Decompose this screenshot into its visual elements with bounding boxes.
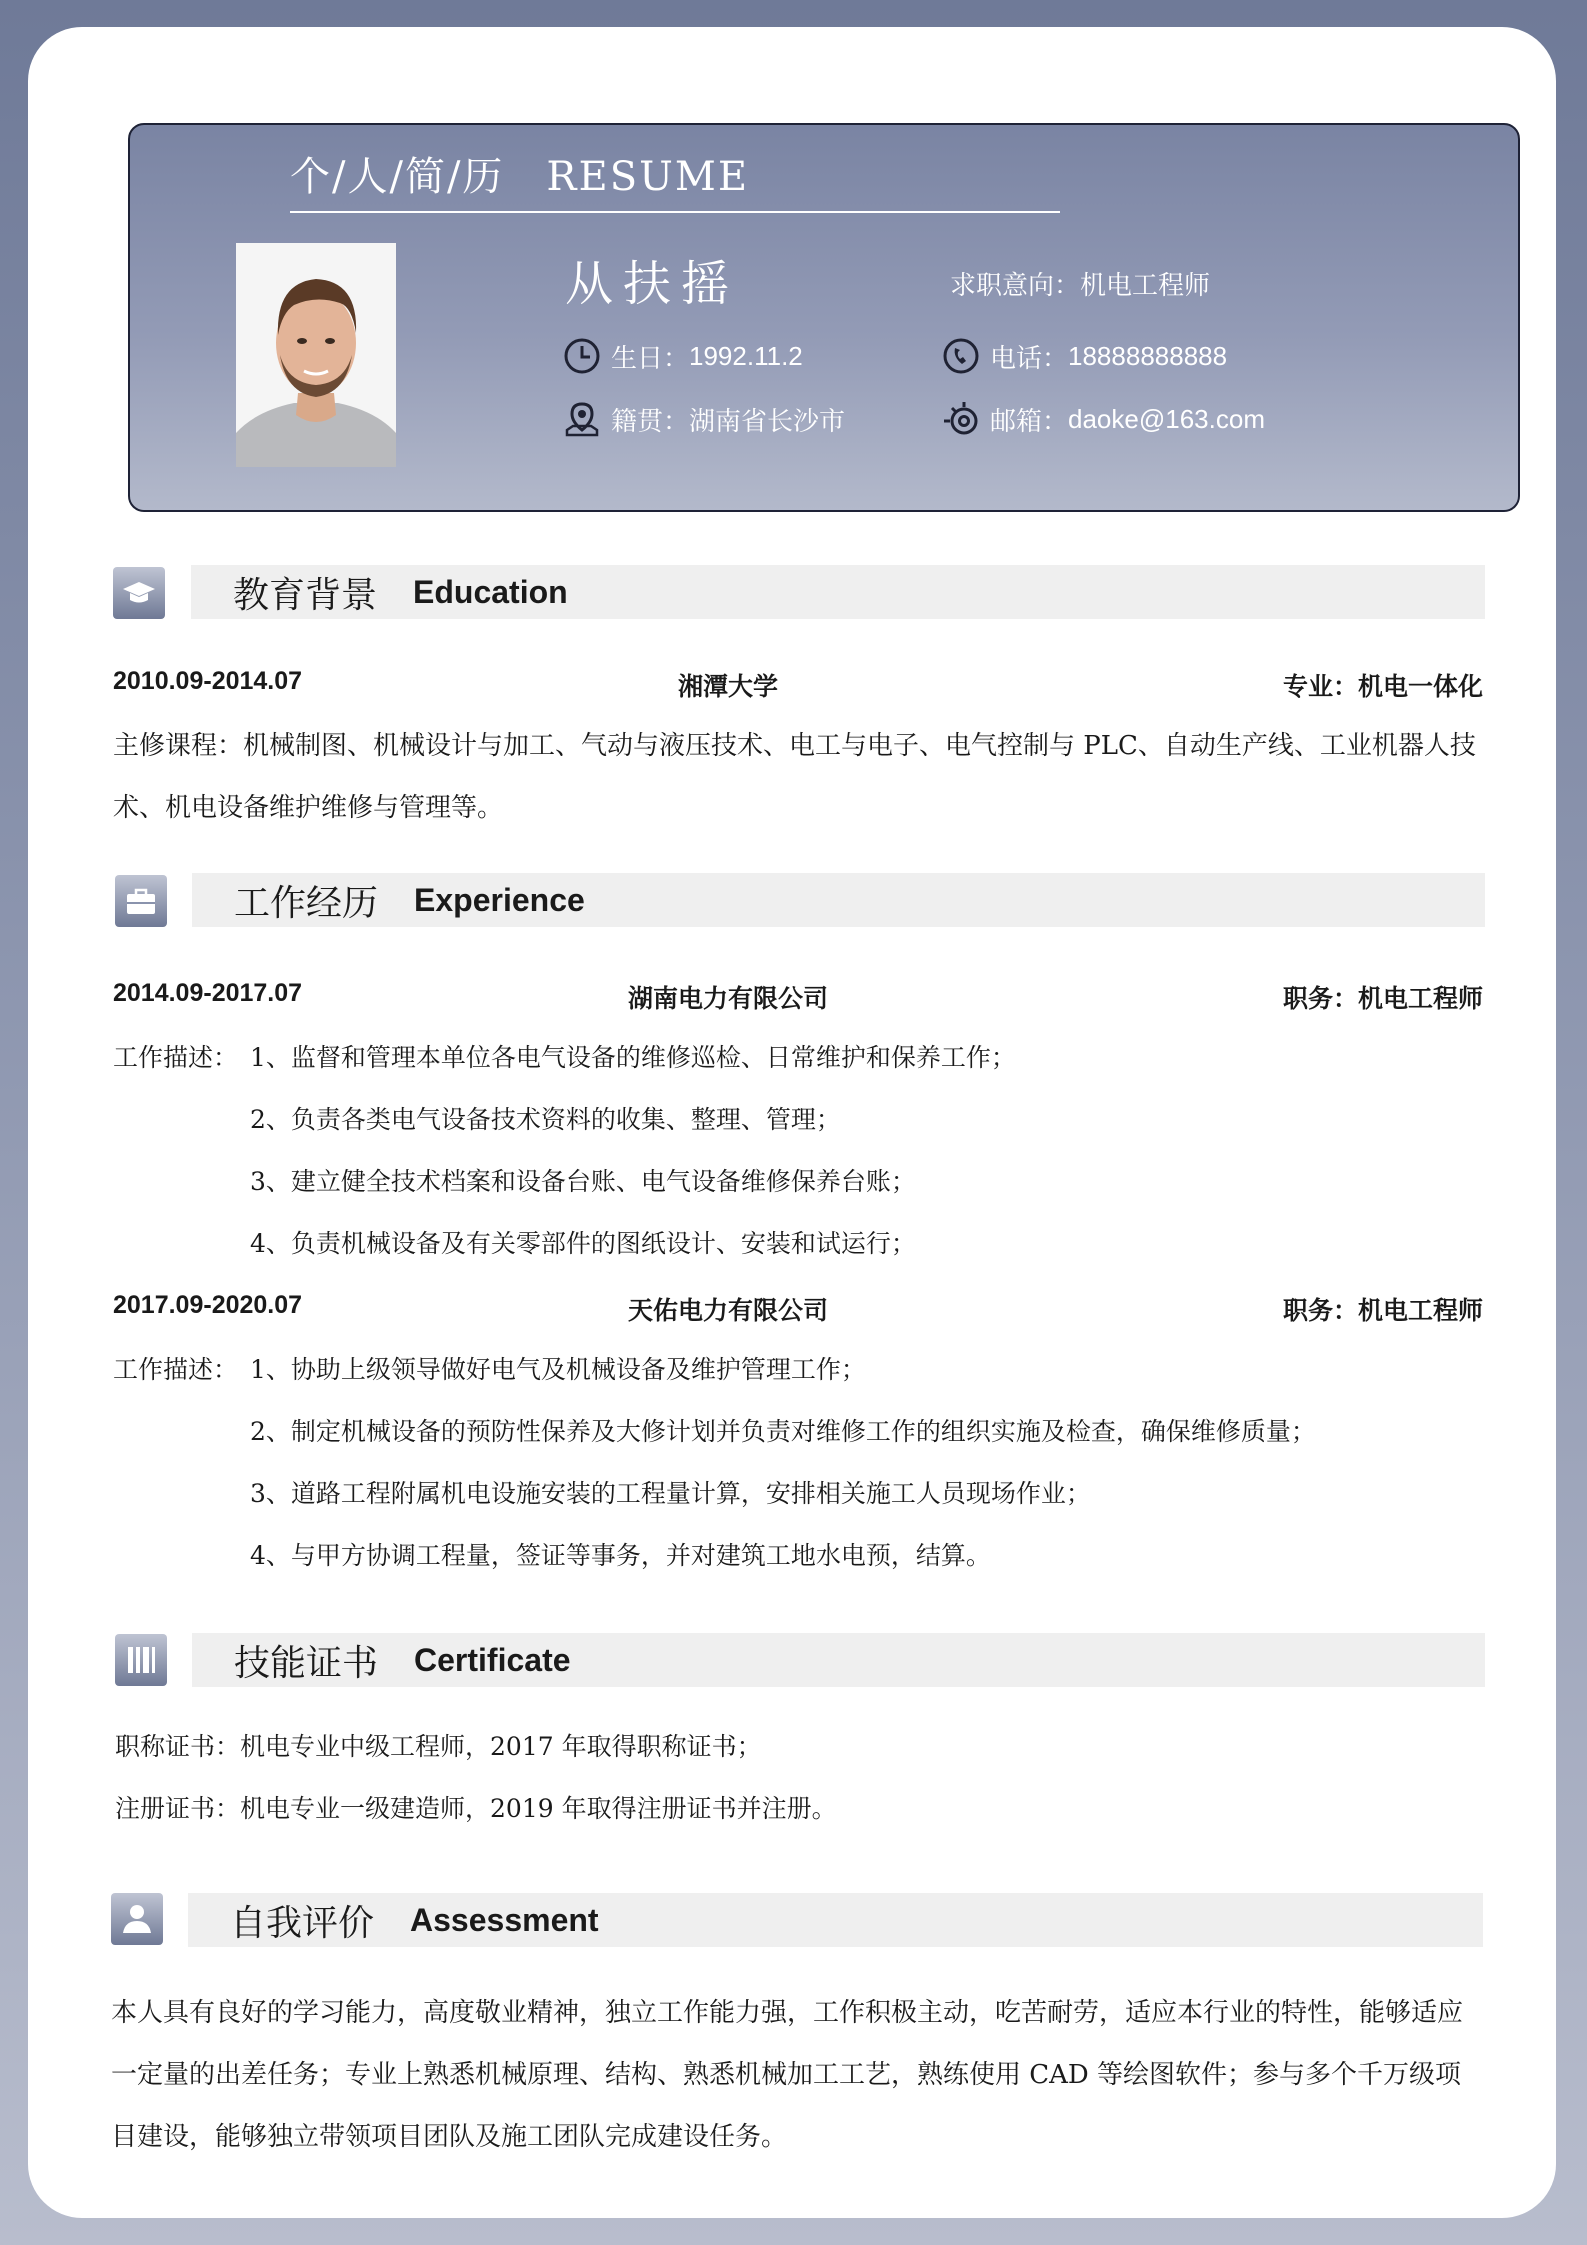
certificate-title-en: Certificate <box>414 1641 571 1678</box>
objective-value: 机电工程师 <box>1080 271 1211 301</box>
education-row <box>113 667 1483 703</box>
job-item: 4、与甲方协调工程量，签证等事务，并对建筑工地水电预，结算。 <box>250 1541 991 1570</box>
birthday-row <box>563 337 803 375</box>
hometown-label: 籍贯： <box>611 406 690 437</box>
certificate-icon <box>115 1634 167 1686</box>
candidate-name: 从扶摇 <box>565 256 740 312</box>
profile-photo <box>236 243 396 467</box>
job-row-1 <box>113 979 1483 1015</box>
education-title-cn: 教育背景 <box>233 574 378 616</box>
job-item: 3、道路工程附属机电设施安装的工程量计算，安排相关施工人员现场作业； <box>250 1479 1091 1508</box>
job-desc-label-1: 工作描述： <box>113 1043 239 1072</box>
job-item: 2、负责各类电气设备技术资料的收集、整理、管理； <box>250 1105 841 1134</box>
briefcase-icon <box>115 875 167 927</box>
education-date: 2010.09-2014.07 <box>113 667 303 695</box>
resume-title: 个/人/简/历 RESUME <box>290 154 750 200</box>
education-header <box>191 565 1485 619</box>
job-date-2: 2017.09-2020.07 <box>113 1291 303 1319</box>
experience-title-en: Experience <box>414 881 585 918</box>
email-icon <box>942 400 980 438</box>
education-school: 湘潭大学 <box>677 672 778 701</box>
job-company-2: 天佑电力有限公司 <box>627 1296 828 1325</box>
objective-label: 求职意向： <box>950 271 1081 301</box>
assessment-header <box>188 1893 1483 1947</box>
clock-icon <box>563 337 601 375</box>
education-courses: 主修课程：机械制图、机械设计与加工、气动与液压技术、电工与电子、电气控制与 PLC、自动生产线、工业机器人技术、机电设备维护维修与管理等。 <box>113 731 1476 823</box>
assessment-text: 本人具有良好的学习能力，高度敬业精神，独立工作能力强，工作积极主动，吃苦耐劳，适应本行业的特性，能够适应一定量的出差任务；专业上熟悉机械原理、结构、熟悉机械加工工艺，熟练使用 CAD 等绘图软件；参与多个千万级项目建设，能够独立带领项目团队及施工团队完成建设任务。 <box>111 1998 1464 2152</box>
job-item: 1、协助上级领导做好电气及机械设备及维护管理工作； <box>250 1355 866 1384</box>
certificate-title-cn: 技能证书 <box>234 1642 379 1684</box>
email-row <box>942 400 1265 438</box>
assessment-title-cn: 自我评价 <box>230 1902 375 1944</box>
objective-row <box>950 265 1210 302</box>
experience-title-cn: 工作经历 <box>234 882 379 924</box>
assessment-title-en: Assessment <box>410 1901 599 1938</box>
certificate-line: 注册证书：机电专业一级建造师，2019 年取得注册证书并注册。 <box>115 1794 837 1823</box>
graduation-cap-icon <box>113 567 165 619</box>
job-item: 4、负责机械设备及有关零部件的图纸设计、安装和试运行； <box>250 1229 916 1258</box>
job-desc-label-2: 工作描述： <box>113 1355 239 1384</box>
header-card <box>128 123 1520 512</box>
email-label: 邮箱： <box>990 406 1069 437</box>
experience-header <box>192 873 1485 927</box>
job-item: 1、监督和管理本单位各电气设备的维修巡检、日常维护和保养工作； <box>250 1043 1016 1072</box>
job-date-1: 2014.09-2017.07 <box>113 979 303 1007</box>
job-role-2: 职务：机电工程师 <box>1282 1296 1483 1325</box>
certificate-line: 职称证书：机电专业中级工程师，2017 年取得职称证书； <box>115 1732 762 1761</box>
phone-row <box>942 337 1227 375</box>
certificate-header <box>192 1633 1485 1687</box>
job-row-2 <box>113 1291 1483 1327</box>
job-role-1: 职务：机电工程师 <box>1282 984 1483 1013</box>
birthday-label: 生日： <box>611 343 690 374</box>
resume-page <box>28 27 1556 2218</box>
job-company-1: 湖南电力有限公司 <box>627 984 828 1013</box>
job-item: 3、建立健全技术档案和设备台账、电气设备维修保养台账； <box>250 1167 916 1196</box>
title-underline <box>290 211 1060 213</box>
phone-icon <box>942 337 980 375</box>
hometown-row <box>563 400 845 438</box>
birthday-value: 1992.11.2 <box>689 340 803 371</box>
education-major: 专业：机电一体化 <box>1282 672 1483 701</box>
phone-label: 电话： <box>990 343 1069 374</box>
email-value: daoke@163.com <box>1068 403 1265 434</box>
person-icon <box>111 1893 163 1945</box>
phone-value: 18888888888 <box>1068 340 1228 371</box>
hometown-value: 湖南省长沙市 <box>689 406 846 437</box>
education-title-en: Education <box>413 573 568 610</box>
location-icon <box>563 400 601 438</box>
job-item: 2、制定机械设备的预防性保养及大修计划并负责对维修工作的组织实施及检查，确保维修质量； <box>250 1417 1316 1446</box>
